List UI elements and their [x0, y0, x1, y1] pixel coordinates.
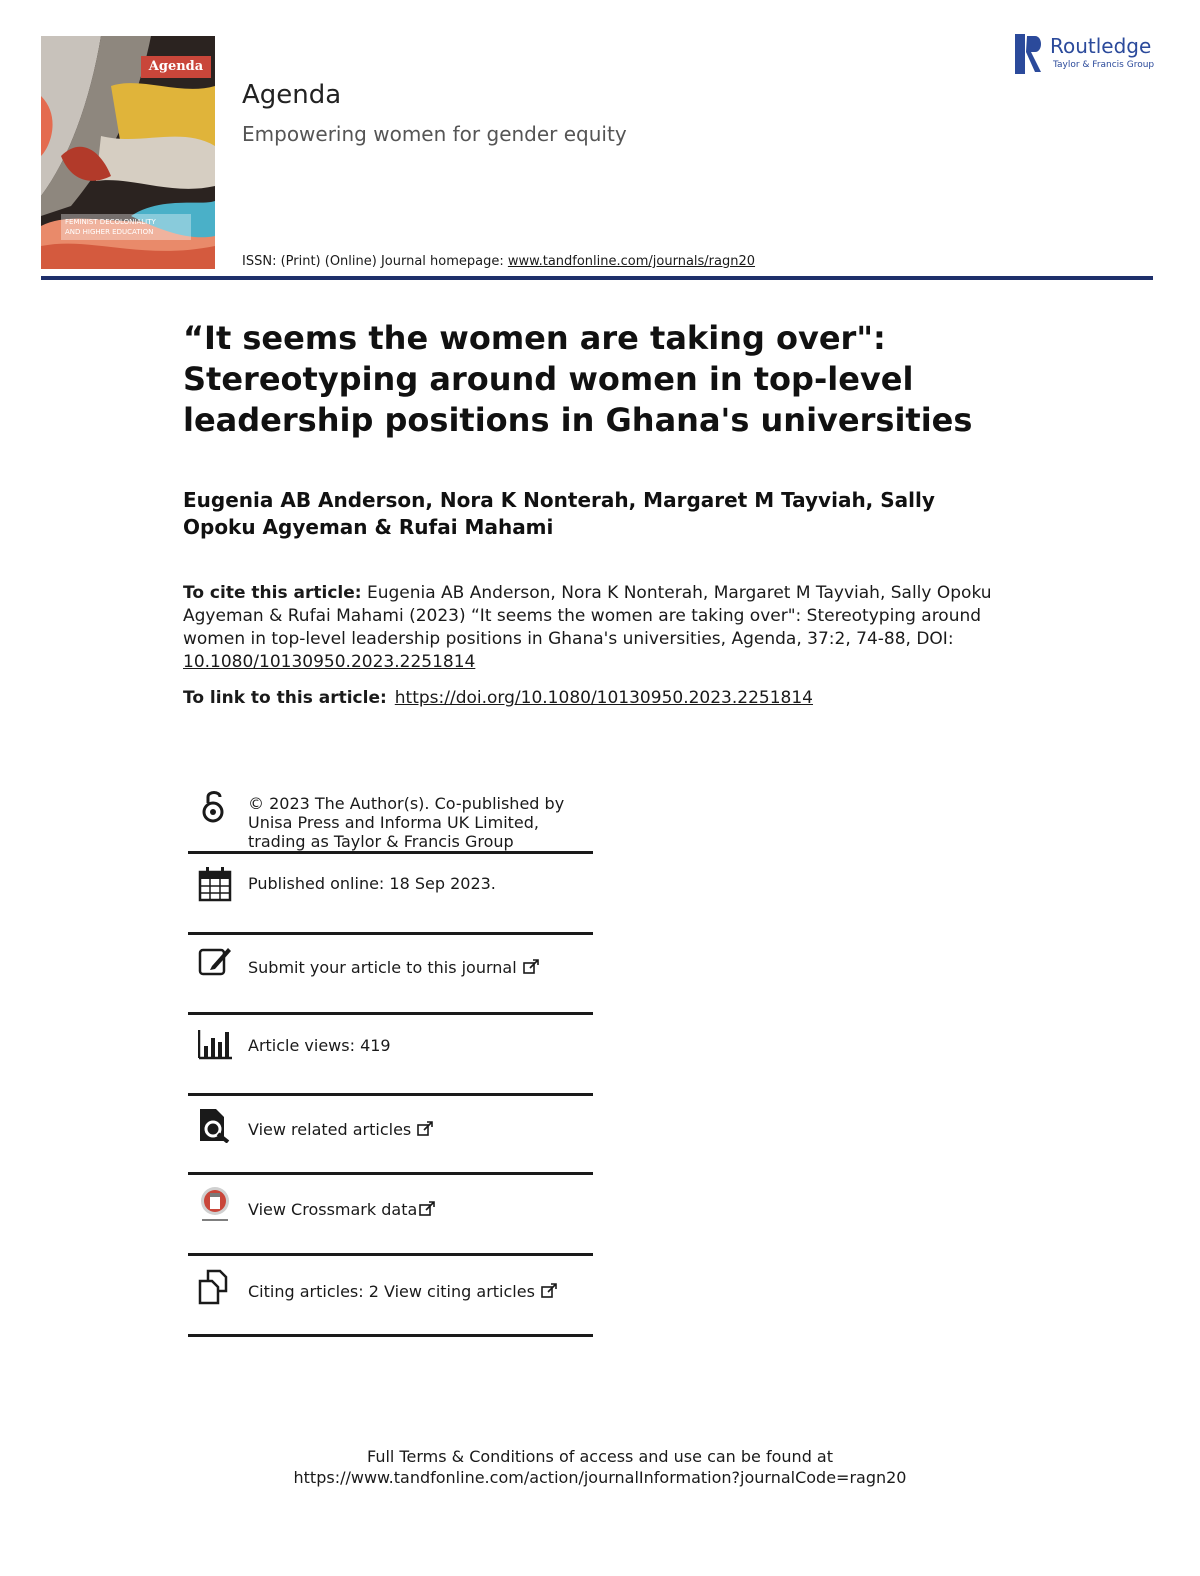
info-divider: [188, 851, 593, 854]
external-link-icon: [541, 1283, 557, 1299]
header-divider: [41, 276, 1153, 280]
issn-line: [242, 254, 755, 269]
citation-block: [183, 582, 1013, 674]
cover-theme-band: [61, 214, 191, 240]
external-link-icon: [523, 959, 539, 975]
crossmark-link[interactable]: [248, 1200, 598, 1219]
open-access-icon: [198, 788, 232, 824]
cite-label: To cite this article:: [183, 583, 362, 603]
info-divider: [188, 1093, 593, 1096]
info-divider: [188, 1253, 593, 1256]
info-divider: [188, 1172, 593, 1175]
submit-article-text: Submit your article to this journal: [248, 958, 517, 977]
cover-theme-subtext: AND HIGHER EDUCATION: [65, 228, 154, 236]
link-label: To link to this article:: [183, 688, 387, 708]
info-divider: [188, 1012, 593, 1015]
calendar-icon: [198, 866, 232, 902]
bar-chart-icon: [198, 1026, 232, 1062]
crossmark-text: View Crossmark data: [248, 1200, 418, 1219]
cite-doi-link[interactable]: 10.1080/10130950.2023.2251814: [183, 652, 476, 672]
routledge-r-icon: [1015, 34, 1045, 74]
license-text: © 2023 The Author(s). Co-published by Unisa Press and Informa UK Limited, trading as Taylor & Francis Group: [248, 794, 565, 851]
journal-title: Agenda: [242, 80, 342, 110]
journal-subtitle: Empowering women for gender equity: [242, 122, 627, 146]
article-doi-link[interactable]: https://doi.org/10.1080/10130950.2023.2251814: [394, 688, 813, 708]
related-articles-text: View related articles: [248, 1120, 412, 1139]
footer-line: Full Terms & Conditions of access and use can be found at: [366, 1447, 834, 1466]
article-views: Article views: 419: [248, 1036, 391, 1055]
article-link-line: [183, 688, 813, 708]
routledge-logo[interactable]: [1015, 34, 1160, 76]
authors: Eugenia AB Anderson, Nora K Nonterah, Margaret M Tayviah, Sally Opoku Agyeman & Rufai Mahami: [183, 488, 935, 539]
submit-article-link[interactable]: [248, 958, 598, 977]
title-line: leadership positions in Ghana's universities: [183, 401, 973, 439]
citing-articles-text: Citing articles: 2 View citing articles: [248, 1282, 535, 1301]
title-line: Stereotyping around women in top-level: [183, 360, 914, 398]
title-line: “It seems the women are taking over":: [183, 319, 886, 357]
related-articles-link[interactable]: [248, 1120, 598, 1139]
footer-terms-link[interactable]: https://www.tandfonline.com/action/journalInformation?journalCode=ragn20: [293, 1468, 907, 1487]
published-date: Published online: 18 Sep 2023.: [248, 874, 496, 893]
footer-terms: [0, 1446, 1200, 1488]
cover-journal-title: Agenda: [141, 56, 211, 78]
journal-cover-image: [41, 36, 215, 269]
crossmark-icon: [198, 1186, 232, 1222]
journal-homepage-link[interactable]: www.tandfonline.com/journals/ragn20: [507, 254, 756, 269]
cover-theme-text: FEMINIST DECOLONIALITY: [65, 218, 156, 226]
article-title: [183, 318, 1003, 441]
related-search-icon: [198, 1107, 232, 1143]
citing-articles-link[interactable]: [248, 1282, 598, 1301]
issn-text: ISSN: (Print) (Online) Journal homepage:: [242, 254, 508, 269]
info-divider: [188, 932, 593, 935]
external-link-icon: [417, 1121, 433, 1137]
submit-edit-icon: [198, 944, 232, 980]
logo-subtext: Taylor & Francis Group: [1053, 60, 1155, 70]
citing-articles-icon: [198, 1269, 232, 1305]
external-link-icon: [419, 1201, 435, 1217]
info-divider: [188, 1334, 593, 1337]
cite-text: Eugenia AB Anderson, Nora K Nonterah, Margaret M Tayviah, Sally Opoku Agyeman & Rufai Mahami (2023) “It seems the women are taking over": Stereotyping around women in top-level leadership positions in Ghana's universities, Agenda, 37:2, 74-88, DOI:: [183, 583, 992, 649]
logo-text: Routledge: [1050, 34, 1152, 58]
